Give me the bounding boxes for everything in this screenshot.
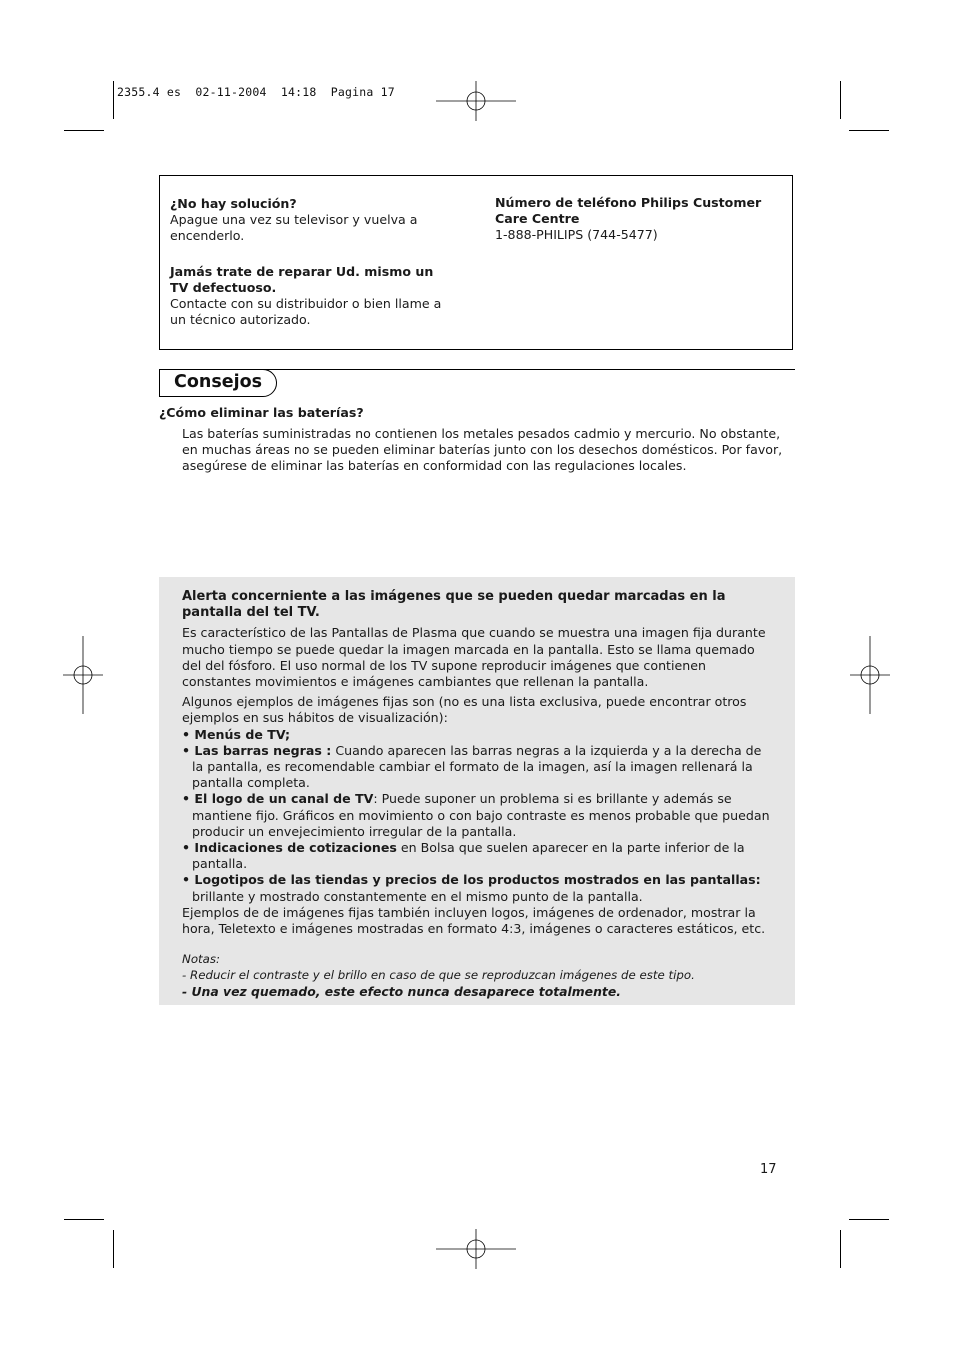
info-box [159, 175, 793, 350]
registration-mark-icon [63, 636, 103, 714]
alert-title: Alerta concerniente a las imágenes que se pueden quedar marcadas en la pantalla del tel TV. [182, 589, 726, 621]
alert-content [182, 589, 772, 1000]
list-item: • El logo de un canal de TV: Puede suponer un problema si es brillante y además se mantiene fijo. Gráficos en movimiento o con bajo contraste es menos probable que puedan producir un envejecimiento irregular de la pantalla. [182, 791, 770, 839]
crop-mark [113, 1230, 114, 1268]
section-title-tab [159, 369, 277, 397]
list-item: • Menús de TV; [182, 726, 291, 742]
alert-panel [159, 577, 795, 1005]
note-2: - Una vez quemado, este efecto nunca desaparece totalmente. [182, 983, 621, 999]
info-box-left-column [170, 196, 452, 328]
registration-mark-icon [850, 636, 890, 714]
customer-care-phone: 1-888-PHILIPS (744-5477) [495, 227, 658, 243]
crop-mark [849, 1219, 889, 1220]
alert-paragraph-1: Es característico de las Pantallas de Plasma que cuando se muestra una imagen fija durante mucho tiempo se puede quedar la imagen marcada en la pantalla. Esto se llama quemado del del fósforo. El uso normal de los TV supone reproducir imágenes que contienen constantes movimientos e imágenes cambiantes que rellenan la pantalla. [182, 625, 766, 690]
alert-paragraph-3: Ejemplos de de imágenes fijas también incluyen logos, imágenes de ordenador, mostrar la hora, Teletexto e imágenes mostradas en formato 4:3, imágenes o caracteres estáticos, etc. [182, 904, 766, 937]
crop-mark [64, 1219, 104, 1220]
battery-paragraph: Las baterías suministradas no contienen los metales pesados cadmio y mercurio. No obstante, en muchas áreas no se pueden eliminar baterías junto con los desechos domésticos. Por favor, asegúrese de eliminar las baterías en conformidad con las regulaciones locales. [182, 426, 783, 474]
note-1: - Reducir el contraste y el brillo en caso de que se reproduzcan imágenes de este tipo. [182, 968, 695, 983]
page-number: 17 [760, 1162, 777, 1177]
notes-label: Notas: [182, 952, 221, 967]
print-slug: 2355.4 es 02-11-2004 14:18 Pagina 17 [117, 85, 395, 99]
registration-mark-icon [436, 81, 516, 121]
list-item: • Las barras negras : Cuando aparecen las barras negras a la izquierda y a la derecha de la pantalla, es recomendable cambiar el formato de la imagen, así la imagen rellenará la pantalla completa. [182, 742, 762, 791]
list-item: • Logotipos de las tiendas y precios de los productos mostrados en las pantallas: brillante y mostrado constantemente en el mismo punto de la pantalla. [182, 872, 761, 904]
section-title: Consejos [174, 372, 263, 392]
do-not-repair-text: Contacte con su distribuidor o bien llame a un técnico autorizado. [170, 296, 442, 328]
registration-mark-icon [436, 1229, 516, 1269]
list-item: • Indicaciones de cotizaciones en Bolsa que suelen aparecer en la parte inferior de la pantalla. [182, 840, 745, 872]
crop-mark [113, 81, 114, 119]
crop-mark [849, 130, 889, 131]
crop-mark [64, 130, 104, 131]
no-solution-heading: ¿No hay solución? [170, 196, 297, 211]
crop-mark [840, 81, 841, 119]
customer-care-heading: Número de teléfono Philips Customer Care Centre [495, 195, 762, 227]
do-not-repair-heading: Jamás trate de reparar Ud. mismo un TV defectuoso. [170, 263, 434, 295]
battery-question: ¿Cómo eliminar las baterías? [159, 405, 364, 420]
crop-mark [840, 1230, 841, 1268]
no-solution-text: Apague una vez su televisor y vuelva a encenderlo. [170, 212, 418, 244]
alert-paragraph-2: Algunos ejemplos de imágenes fijas son (no es una lista exclusiva, puede encontrar otros ejemplos en sus hábitos de visualización): [182, 694, 747, 726]
info-box-right-column [495, 195, 785, 244]
